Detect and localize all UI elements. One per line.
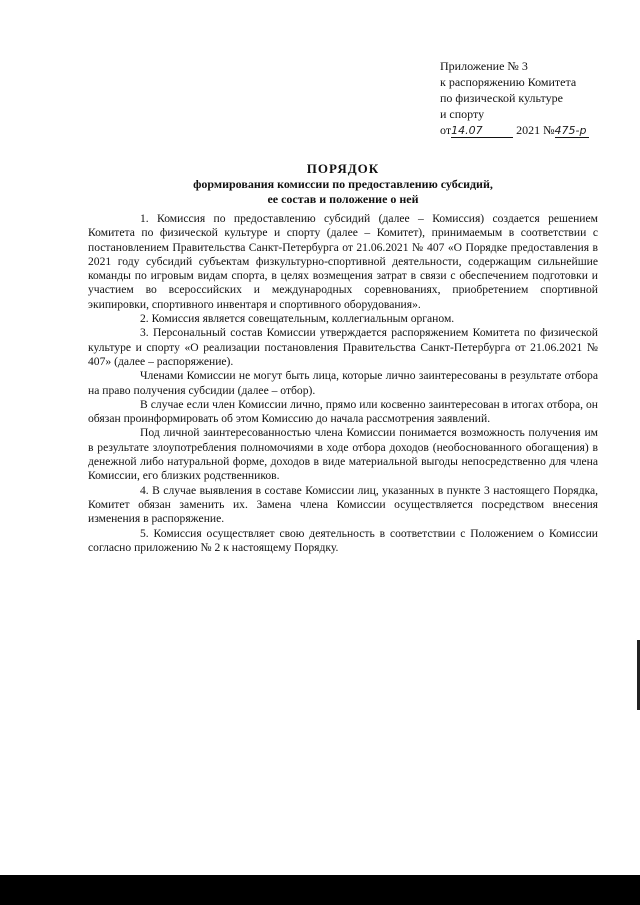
document-title [88, 160, 598, 207]
appendix-line-2: к распоряжению Комитета [440, 75, 577, 89]
appendix-line-1: Приложение № 3 [440, 59, 528, 73]
paragraph-5: В случае если член Комиссии лично, прямо или косвенно заинтересован в итогах отбора, он обязан проинформировать об этом Комиссию до начала рассмотрения заявлений. [88, 397, 598, 426]
document-body [88, 212, 598, 555]
appendix-date-line [440, 122, 620, 138]
paragraph-8: 5. Комиссия осуществляет свою деятельность в соответствии с Положением о Комиссии согласно приложению № 2 к настоящему Порядку. [88, 526, 598, 554]
year-label: 2021 № [516, 123, 555, 137]
paragraph-2: 2. Комиссия является совещательным, коллегиальным органом. [140, 312, 455, 326]
date-field [451, 124, 513, 138]
title-subtitle-1: формирования комиссии по предоставлению субсидий, [193, 177, 493, 191]
date-prefix: от [440, 123, 452, 137]
appendix-line-3: по физической культуре [440, 91, 563, 105]
title-subtitle-2: ее состав и положение о ней [267, 192, 419, 206]
title-main: ПОРЯДОК [306, 161, 380, 176]
handwritten-number: 475-р [554, 124, 587, 137]
appendix-line-4: и спорту [440, 107, 485, 121]
paragraph-3: 3. Персональный состав Комиссии утверждается распоряжением Комитета по физической культуре и спорту «О реализации постановления Правительства Санкт-Петербурга от 21.06.2021 № 407» (далее – распоряжение). [88, 326, 598, 368]
paragraph-7: 4. В случае выявления в составе Комиссии лиц, указанных в пункте 3 настоящего Порядка, Комитет обязан заменить их. Замена члена Комиссии осуществляется посредством внесения изменения в распоряжение. [88, 483, 598, 526]
paragraph-1: 1. Комиссия по предоставлению субсидий (далее – Комиссия) создается решением Комитета по физической культуре и спорту (далее – Комитет), принимаемым в соответствии с постановлением Правительства Санкт-Петербурга от 21.06.2021 № 407 «О Порядке предоставления в 2021 году субсидий субъектам физкультурно-спортивной деятельности, содержащим сильнейшие команды по игровым видам спорта, в целях возмещения затрат в связи с обеспечением подготовки и участием во всероссийских и международных соревнованиях, приобретением спортивной экипировки, спортивного инвентаря и спортивного оборудования». [88, 212, 598, 311]
scan-bottom-bar [0, 875, 640, 905]
number-field [555, 124, 589, 138]
paragraph-6: Под личной заинтересованностью члена Комиссии понимается возможность получения им в результате злоупотребления полномочиями в ходе отбора доходов (необоснованного обогащения) в денежной либо натуральной форме, доходов в виде материальной выгоды непосредственно для члена Комиссии, его близких родственников. [88, 426, 598, 483]
appendix-header [440, 58, 620, 138]
handwritten-date: 14.07 [451, 124, 483, 137]
paragraph-4: Членами Комиссии не могут быть лица, которые лично заинтересованы в результате отбора на право получения субсидии (далее – отбор). [88, 369, 598, 397]
